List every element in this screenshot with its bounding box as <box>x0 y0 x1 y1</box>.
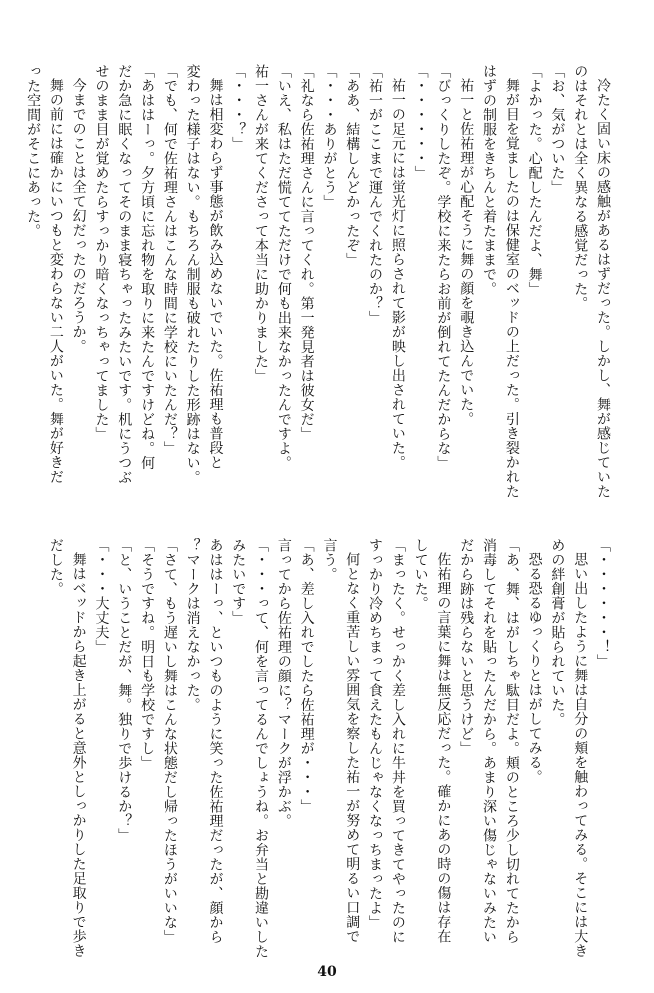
text-line: 「よかった。心配したんだよ、舞」 <box>526 64 543 296</box>
text-line: だか急に眠くなってそのまま寝ちゃったみたいです。机にうつぶ <box>116 64 133 485</box>
text-line: 言ってから佐祐理の顔に？マークが浮かぶ。 <box>275 538 292 828</box>
text-line: 「・・・・・・！」 <box>595 538 611 669</box>
text-line: 舞は相変わらず事態が飲み込めないでいた。佐祐理も普段と <box>207 78 224 470</box>
text-line: った空間がそこにあった。 <box>25 64 42 238</box>
text-line: 「あははーっ。夕方頃に忘れ物を取りに来たんですけどね。何 <box>139 64 156 470</box>
text-block-bottom <box>44 538 614 968</box>
text-line: 「でも、何で佐祐理さんはこんな時間に学校にいたんだ？」 <box>161 64 178 456</box>
text-line: 「・・・大丈夫」 <box>93 538 110 654</box>
text-line: 「ああ、結構しんどかったぞ」 <box>344 64 361 267</box>
text-line: 恐る恐るゆっくりとはがしてみる。 <box>526 552 543 784</box>
text-line: 舞はベッドから起き上がると意外としっかりした足取りで歩き <box>70 552 87 958</box>
text-line: すっかり冷めちまって食えたもんじゃなくなっちまったよ」 <box>367 538 384 930</box>
text-line: 消毒してそれを貼ったんだから。あまり深い傷じゃないみたい <box>481 538 498 944</box>
text-line: 「・・・って、何を言ってるんでしょうね。お弁当と勘違いした <box>253 538 270 959</box>
text-line: 「・・・？」 <box>230 64 247 151</box>
text-line: 祐一さんが来てくださって本当に助かりました」 <box>253 64 270 383</box>
text-line: だした。 <box>47 538 64 596</box>
text-line: 「礼なら佐祐理さんに言ってくれ。第一発見者は彼女だ」 <box>298 64 315 441</box>
page-number: 40 <box>317 964 337 980</box>
text-line: 「お、気がついた」 <box>549 64 566 195</box>
text-line: 佐祐理の言葉に舞は無反応だった。確かにあの時の傷は存在 <box>435 552 452 944</box>
text-line: 祐一と佐祐理が心配そうに舞の顔を覗き込んでいた。 <box>458 78 475 426</box>
text-line: 思い出したように舞は自分の頬を触わってみる。そこには大き <box>572 552 589 958</box>
text-line: 言う。 <box>321 538 338 582</box>
text-line: 「まったく。せっかく差し入れに牛丼を買ってきてやったのに <box>389 538 406 944</box>
text-line: 「いえ、私はただ慌ててただけで何も出来なかったんですよ。 <box>275 64 292 470</box>
text-line: ？マークは消えなかった。 <box>184 538 201 712</box>
text-line: 冷たく固い床の感触があるはずだった。しかし、舞が感じていた <box>595 78 611 499</box>
text-line: めの絆創膏が貼られていた。 <box>549 538 566 727</box>
text-line: 「びっくりしたぞ。学校に来たらお前が倒れてたんだからな」 <box>435 64 452 470</box>
text-line: 「そうですね。明日も学校ですし」 <box>139 538 156 770</box>
text-line: 舞の前には確かにいつもと変わらない二人がいた。舞が好きだ <box>47 78 64 484</box>
text-line: あははーっ、といつものように笑った佐祐理だったが、顔から <box>207 538 224 944</box>
text-line: 舞が目を覚ましたのは保健室のベッドの上だった。引き裂かれた <box>503 78 520 499</box>
text-line: 「祐一がここまで運んでくれたのか？」 <box>367 64 384 325</box>
text-line: 「と、いうことだが、舞。独りで歩けるか？」 <box>116 538 133 843</box>
text-line: 何となく重苦しい雰囲気を察した祐一が努めて明るい口調で <box>344 552 361 944</box>
text-line: 今までのことは全て幻だったのだろうか。 <box>70 78 87 354</box>
text-line: 「・・・・・・」 <box>412 64 429 180</box>
text-line: みたいです」 <box>230 538 247 625</box>
text-line: 祐一の足元には蛍光灯に照らされて影が映し出されていた。 <box>389 78 406 470</box>
text-line: 「さて、もう遅いし舞はこんな状態だし帰ったほうがいいな」 <box>161 538 178 944</box>
text-line: だから跡は残らないと思うけど」 <box>458 538 475 756</box>
text-block-top <box>21 64 614 514</box>
text-line: 「あ、差し入れでしたら佐祐理が・・・」 <box>298 538 315 814</box>
text-line: していた。 <box>412 538 429 611</box>
text-line: のはそれとは全く異なる感覚だった。 <box>572 64 589 311</box>
text-line: はずの制服をきちんと着たままで。 <box>481 64 498 296</box>
text-line: 「・・・ありがとう」 <box>321 64 338 209</box>
text-line: せのまま目が覚めたらすっかり暗くなっちゃってました」 <box>93 64 110 441</box>
text-line: 変わった様子はない。もちろん制服も破れたりした形跡はない。 <box>184 64 201 485</box>
text-line: 「あ、舞、はがしちゃ駄目だよ。頬のところ少し切れてたから <box>503 538 520 944</box>
